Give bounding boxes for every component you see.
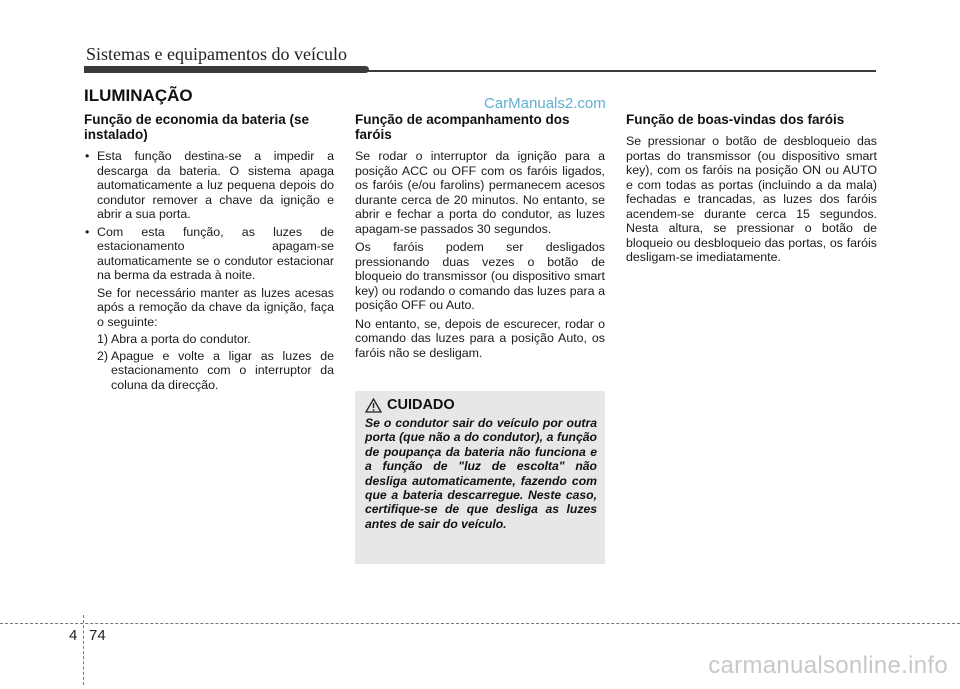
step-number: 2) [97, 348, 109, 363]
section-title: ILUMINAÇÃO [84, 86, 193, 105]
welcome-light-heading: Função de boas-vindas dos faróis [626, 112, 845, 127]
paragraph: Os faróis podem ser desligados pressionando duas vezes o botão de bloqueio do transmissor (ou dispositivo smart key) ou rodando o comando das luzes para a posição OFF ou Auto. [355, 240, 605, 312]
caution-title: CUIDADO [387, 397, 455, 413]
column-headlight-escort [355, 112, 605, 364]
battery-saver-heading: Função de economia da bateria (se instalado) [84, 112, 310, 142]
caution-header [365, 397, 597, 413]
header-rule [365, 70, 876, 72]
warning-triangle-icon [365, 398, 382, 413]
headlight-escort-heading: Função de acompanhamento dos faróis [355, 112, 570, 142]
header-bar [84, 66, 369, 73]
list-item [84, 225, 334, 283]
step-text: Abra a porta do condutor. [111, 332, 251, 346]
caution-text: Se o condutor sair do veículo por outra porta (que não a do condutor), a função de poupança da bateria não funciona e a função de "luz de escolta" não desliga automaticamente, fazendo com que a bateria descarregue. Neste caso, certifique-se de que desliga as luzes antes de sair do veículo. [365, 416, 597, 531]
footer-rule [0, 623, 960, 624]
step-item [84, 349, 334, 393]
bullet-text: Esta função destina-se a impedir a descarga da bateria. O sistema apaga automaticamente a luz pequena depois do condutor remover a chave da ignição e abrir a sua porta. [97, 149, 334, 221]
site-watermark: carmanualsonline.info [708, 652, 948, 679]
running-header: Sistemas e equipamentos do veículo [86, 44, 347, 64]
chapter-number: 4 [69, 627, 78, 644]
bullet-icon: • [85, 224, 90, 239]
note-paragraph: Se for necessário manter as luzes acesas após a remoção da chave da ignição, faça o seguinte: [97, 285, 334, 329]
bullet-text: Com esta função, as luzes de estacionamento apagam-se automaticamente se o condutor estacionar na berma da estrada à noite. [97, 224, 334, 282]
caution-box [355, 391, 605, 564]
list-item [84, 149, 334, 222]
page-number: 74 [89, 627, 106, 644]
bullet-icon: • [85, 149, 90, 163]
footer-divider [83, 615, 84, 685]
step-item [84, 332, 334, 347]
column-battery-saver [84, 112, 334, 394]
step-number: 1) [97, 332, 109, 346]
paragraph: No entanto, se, depois de escurecer, rodar o comando das luzes para a posição Auto, os faróis não se desligam. [355, 316, 605, 360]
paragraph: Se rodar o interruptor da ignição para a posição ACC ou OFF com os faróis ligados, os faróis (e/ou farolins) permanecem acesos durante cerca de 20 minutos. No entanto, se abrir e fechar a porta do condutor, as luzes apagam-se passados 30 segundos. [355, 149, 605, 236]
paragraph: Se pressionar o botão de desbloqueio das portas do transmissor (ou dispositivo smart key), com os faróis na posição ON ou AUTO e com todas as portas (incluindo a da mala) fechadas e trancadas, as luzes dos faróis acendem-se durante cerca 15 segundos. Nesta altura, se pressionar o botão de bloqueio ou desbloqueio das portas, os faróis desligam-se imediatamente. [626, 134, 877, 264]
step-text: Apague e volte a ligar as luzes de estacionamento com o interruptor da coluna da direcção. [111, 348, 334, 392]
column-welcome-light [626, 112, 877, 269]
watermark: CarManuals2.com [484, 95, 606, 112]
